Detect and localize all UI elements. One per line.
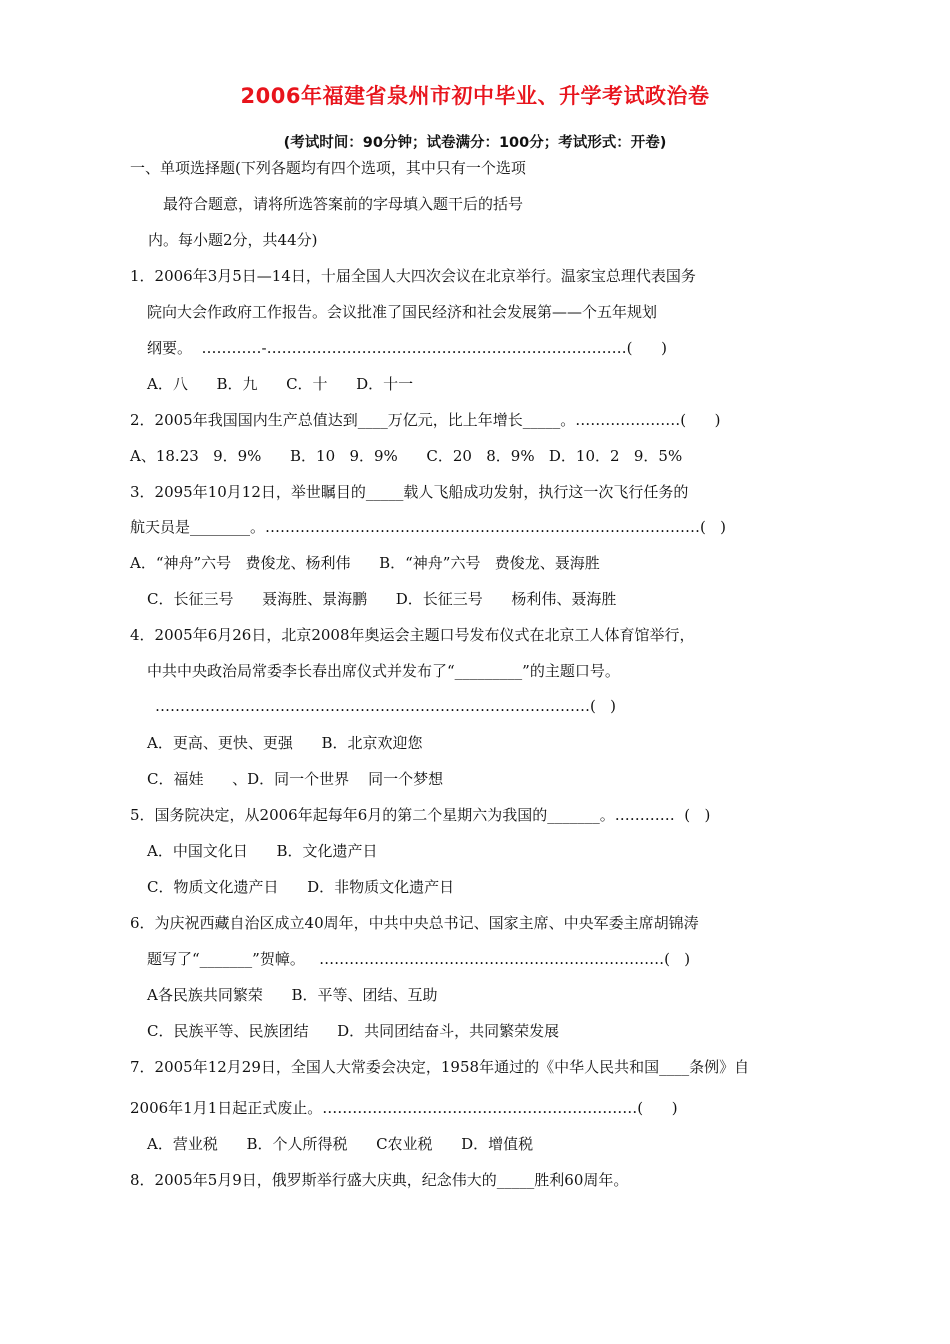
question-1-stem: 1．2006年3月5日—14日，十届全国人大四次会议在北京举行。温家宝总理代表国务 — [130, 267, 696, 285]
question-8-stem: 8．2005年5月9日，俄罗斯举行盛大庆典，纪念伟大的_____胜利60周年。 — [130, 1171, 629, 1189]
question-2-options: A、18.23 9．9% B．10 9．9% C．20 8．9% D．10．2 9．5% — [130, 447, 683, 465]
question-4-stem: 4．2005年6月26日，北京2008年奥运会主题口号发布仪式在北京工人体育馆举行， — [130, 626, 695, 644]
question-4-stem-line-2: 中共中央政治局常委李长春出席仪式并发布了“_________”的主题口号。 — [147, 662, 620, 680]
question-4-stem-line-3: ……………………………………………………………………………( ) — [155, 697, 617, 715]
question-3-stem: 3．2095年10月12日，举世瞩目的_____载人飞船成功发射，执行这一次飞行任务的 — [130, 483, 689, 501]
question-7-stem-line-2: 2006年1月1日起正式废止。………………………………………………………( ) — [130, 1099, 678, 1117]
exam-info: (考试时间：90分钟；试卷满分：100分；考试形式：开卷) — [283, 135, 667, 151]
section-heading: 一、单项选择题(下列各题均有四个选项，其中只有一个选项 — [130, 159, 526, 177]
question-3-stem-line-2: 航天员是________。……………………………………………………………………………( ) — [130, 518, 727, 536]
question-4-options-cd: C．福娃 、D．同一个世界 同一个梦想 — [147, 770, 444, 788]
question-6-options-ab: A各民族共同繁荣 B．平等、团结、互助 — [147, 986, 438, 1004]
question-5-options-ab: A．中国文化日 B．文化遗产日 — [147, 842, 378, 860]
question-3-options-cd: C．长征三号 聂海胜、景海鹏 D．长征三号 杨利伟、聂海胜 — [147, 590, 617, 608]
question-1-stem-line-3: 纲要。 …………-………………………………………………………………( ) — [147, 339, 667, 357]
question-6-options-cd: C．民族平等、民族团结 D．共同团结奋斗，共同繁荣发展 — [147, 1022, 560, 1040]
section-heading-line-2: 最符合题意，请将所选答案前的字母填入题干后的括号 — [163, 195, 524, 213]
question-5-options-cd: C．物质文化遗产日 D．非物质文化遗产日 — [147, 878, 455, 896]
question-7-stem: 7．2005年12月29日，全国人大常委会决定，1958年通过的《中华人民共和国____条例》自 — [130, 1058, 750, 1076]
question-4-options-ab: A．更高、更快、更强 B．北京欢迎您 — [147, 734, 423, 752]
question-1-options: A．八 B．九 C．十 D．十一 — [147, 375, 414, 393]
question-5-stem: 5．国务院决定，从2006年起每年6月的第二个星期六为我国的_______。………… ( ) — [130, 806, 711, 824]
page-title: 2006年福建省泉州市初中毕业、升学考试政治卷 — [240, 84, 710, 108]
question-6-stem: 6．为庆祝西藏自治区成立40周年，中共中央总书记、国家主席、中央军委主席胡锦涛 — [130, 914, 699, 932]
question-7-options: A．营业税 B．个人所得税 C农业税 D．增值税 — [147, 1135, 534, 1153]
question-3-options-ab: A．“神舟”六号 费俊龙、杨利伟 B．“神舟”六号 费俊龙、聂海胜 — [130, 554, 600, 572]
question-1-stem-line-2: 院向大会作政府工作报告。会议批准了国民经济和社会发展第——个五年规划 — [147, 303, 658, 321]
question-2-stem: 2．2005年我国国内生产总值达到____万亿元，比上年增长_____。…………………( ) — [130, 411, 721, 429]
question-6-stem-line-2: 题写了“_______”贺幛。 ……………………………………………………………( ) — [147, 950, 691, 968]
section-heading-line-3: 内。每小题2分，共44分) — [148, 231, 318, 249]
